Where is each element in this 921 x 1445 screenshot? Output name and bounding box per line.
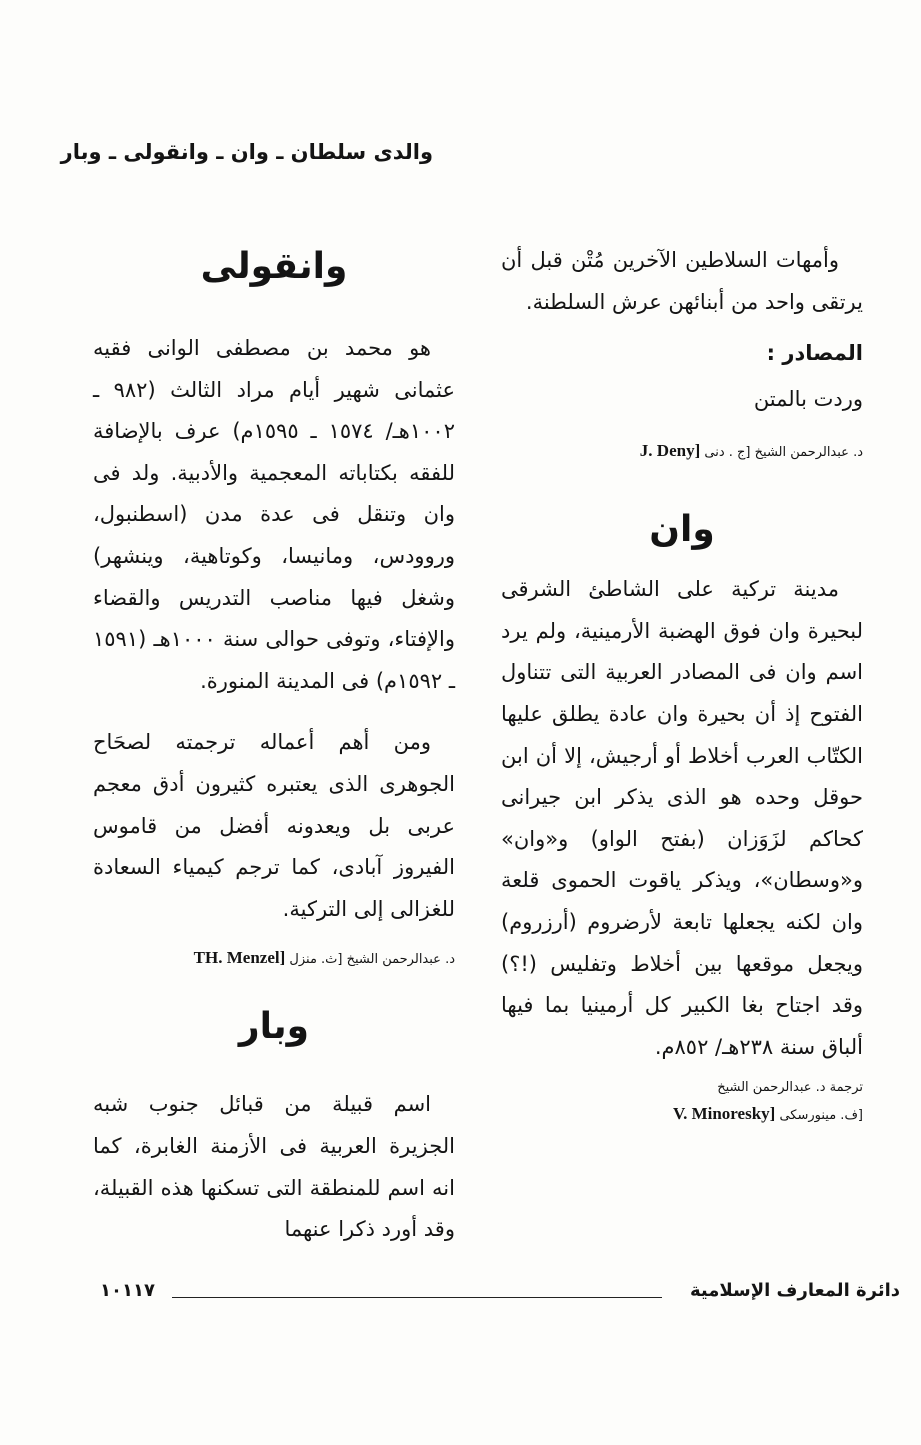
signature-latin: TH. Menzel] (193, 948, 286, 968)
encyclopedia-name: دائرة المعارف الإسلامية (689, 1280, 900, 1301)
signature-latin: V. Minoresky] (673, 1104, 776, 1124)
sources-label: المصادر : (766, 341, 863, 366)
page-footer (100, 1280, 900, 1310)
signature-arabic: د. عبدالرحمن الشيخ [ج . دنى (704, 445, 863, 461)
author-signature (501, 1104, 863, 1126)
author-signature (501, 441, 863, 463)
signature-arabic: د. عبدالرحمن الشيخ [ث. منزل (289, 952, 455, 968)
wabar-section-title: وبار (238, 1006, 310, 1048)
translation-credit: ترجمة د. عبدالرحمن الشيخ (717, 1080, 863, 1096)
page-number: ١٠١١٧ (100, 1280, 155, 1301)
continuation-paragraph: وأمهات السلاطين الآخرين مُتْن قبل أن يرتقى واحد من أبنائهن عرش السلطنة. (501, 248, 863, 314)
left-column (93, 240, 455, 1251)
wanquli-paragraph-1: هو محمد بن مصطفى الوانى فقيه عثمانى شهير أيام مراد الثالث (٩٨٢ ـ ١٠٠٢هـ/ ١٥٧٤ ـ ١٥٩٥م) عرف بالإضافة للفقه بكتاباته المعجمية والأدبية. ولد فى وان وتنقل فى عدة مدن (اسطنبول، وروودس، ومانيسا، وكوتاهية، وينشهر) وشغل فيها مناصب التدريس والقضاء والإفتاء، وتوفى حوالى سنة ١٠٠٠هـ (١٥٩١ ـ ١٥٩٢م) فى المدينة المنورة. (93, 336, 455, 693)
sources-text: وردت بالمتن (753, 387, 863, 412)
author-signature (93, 948, 455, 970)
signature-arabic: [ف. مينورسكى (779, 1108, 863, 1124)
wabar-body-paragraph: اسم قبيلة من قبائل جنوب شبه الجزيرة العربية فى الأزمنة الغابرة، كما انه اسم للمنطقة التى تسكنها هذه القبيلة، وقد أورد ذكرا عنهما (93, 1092, 455, 1242)
right-column (501, 240, 863, 1126)
wan-section-title: وان (649, 509, 715, 551)
running-header: والدى سلطان ـ وان ـ وانقولى ـ وبار (60, 140, 433, 164)
wan-body-paragraph: مدينة تركية على الشاطئ الشرقى لبحيرة وان فوق الهضبة الأرمينية، ولم يرد اسم وان فى المصادر العربية التى تتناول الفتوح إذ أن بحيرة وان عادة يطلق عليها الكتّاب العرب أخلاط أو أرجيش، إلا أن ابن حوقل وحده هو الذى يذكر ابن جيرانى كحاكم لزَوَزان (بفتح الواو) و«وان» و«وسطان»، ويذكر ياقوت الحموى قلعة وان لكنه يجعلها تابعة لأرضروم (أرزروم) ويجعل موقعها بين أخلاط وتفليس (!؟) وقد اجتاح بغا الكبير كل أرمينيا بما فيها ألباق سنة ٢٣٨هـ/ ٨٥٢م. (501, 577, 863, 1059)
wanquli-section-title: وانقولى (200, 246, 348, 287)
wanquli-paragraph-2: ومن أهم أعماله ترجمته لصحَاح الجوهرى الذى يعتبره كثيرون أدق معجم عربى بل ويعدونه أفضل من قاموس الفيروز آبادى، كما ترجم كيمياء السعادة للغزالى إلى التركية. (93, 730, 455, 921)
signature-latin: J. Deny] (639, 441, 701, 461)
footer-rule (172, 1297, 662, 1298)
